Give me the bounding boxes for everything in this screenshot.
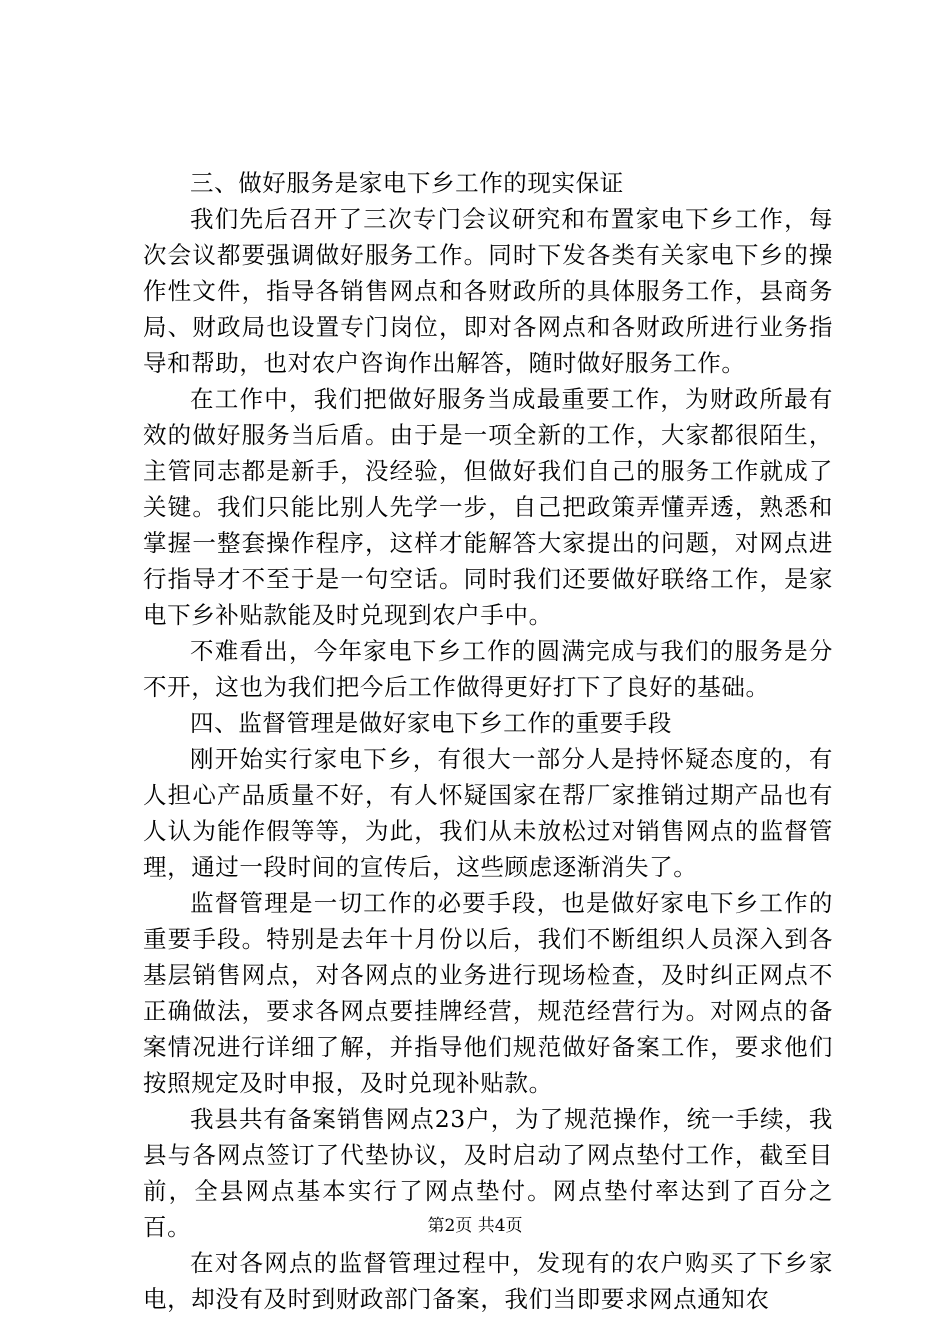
paragraph: 刚开始实行家电下乡，有很大一部分人是持怀疑态度的，有人担心产品质量不好，有人怀疑国家在帮厂家推销过期产品也有人认为能作假等等，为此，我们从未放松过对销售网点的监督管理，通过一段时间的宣传后，这些顾虑逐渐消失了。 bbox=[143, 745, 833, 881]
paragraph: 不难看出，今年家电下乡工作的圆满完成与我们的服务是分不开，这也为我们把今后工作做得更好打下了良好的基础。 bbox=[143, 637, 833, 701]
paragraph: 在工作中，我们把做好服务当成最重要工作，为财政所最有效的做好服务当后盾。由于是一项全新的工作，大家都很陌生，主管同志都是新手，没经验，但做好我们自己的服务工作就成了关键。我们只能比别人先学一步，自己把政策弄懂弄透，熟悉和掌握一整套操作程序，这样才能解答大家提出的问题，对网点进行指导才不至于是一句空话。同时我们还要做好联络工作，是家电下乡补贴款能及时兑现到农户手中。 bbox=[143, 385, 833, 629]
paragraph: 监督管理是一切工作的必要手段，也是做好家电下乡工作的重要手段。特别是去年十月份以后，我们不断组织人员深入到各基层销售网点，对各网点的业务进行现场检查，及时纠正网点不正确做法，要求各网点要挂牌经营，规范经营行为。对网点的备案情况进行详细了解，并指导他们规范做好备案工作，要求他们按照规定及时申报，及时兑现补贴款。 bbox=[143, 889, 833, 1097]
document-body bbox=[143, 165, 833, 1317]
page-footer: 第2页 共4页 bbox=[427, 1216, 523, 1236]
paragraph: 我们先后召开了三次专门会议研究和布置家电下乡工作，每次会议都要强调做好服务工作。同时下发各类有关家电下乡的操作性文件，指导各销售网点和各财政所的具体服务工作，县商务局、财政局也设置专门岗位，即对各网点和各财政所进行业务指导和帮助，也对农户咨询作出解答，随时做好服务工作。 bbox=[143, 205, 833, 377]
paragraph: 在对各网点的监督管理过程中，发现有的农户购买了下乡家电，却没有及时到财政部门备案，我们当即要求网点通知农 bbox=[143, 1249, 833, 1313]
section-heading-3: 三、做好服务是家电下乡工作的现实保证 bbox=[190, 169, 624, 197]
section-heading-4: 四、监督管理是做好家电下乡工作的重要手段 bbox=[190, 709, 672, 737]
paragraph: 我县共有备案销售网点23户，为了规范操作，统一手续，我县与各网点签订了代垫协议，及时启动了网点垫付工作，截至目前，全县网点基本实行了网点垫付。网点垫付率达到了百分之百。 bbox=[143, 1105, 833, 1241]
